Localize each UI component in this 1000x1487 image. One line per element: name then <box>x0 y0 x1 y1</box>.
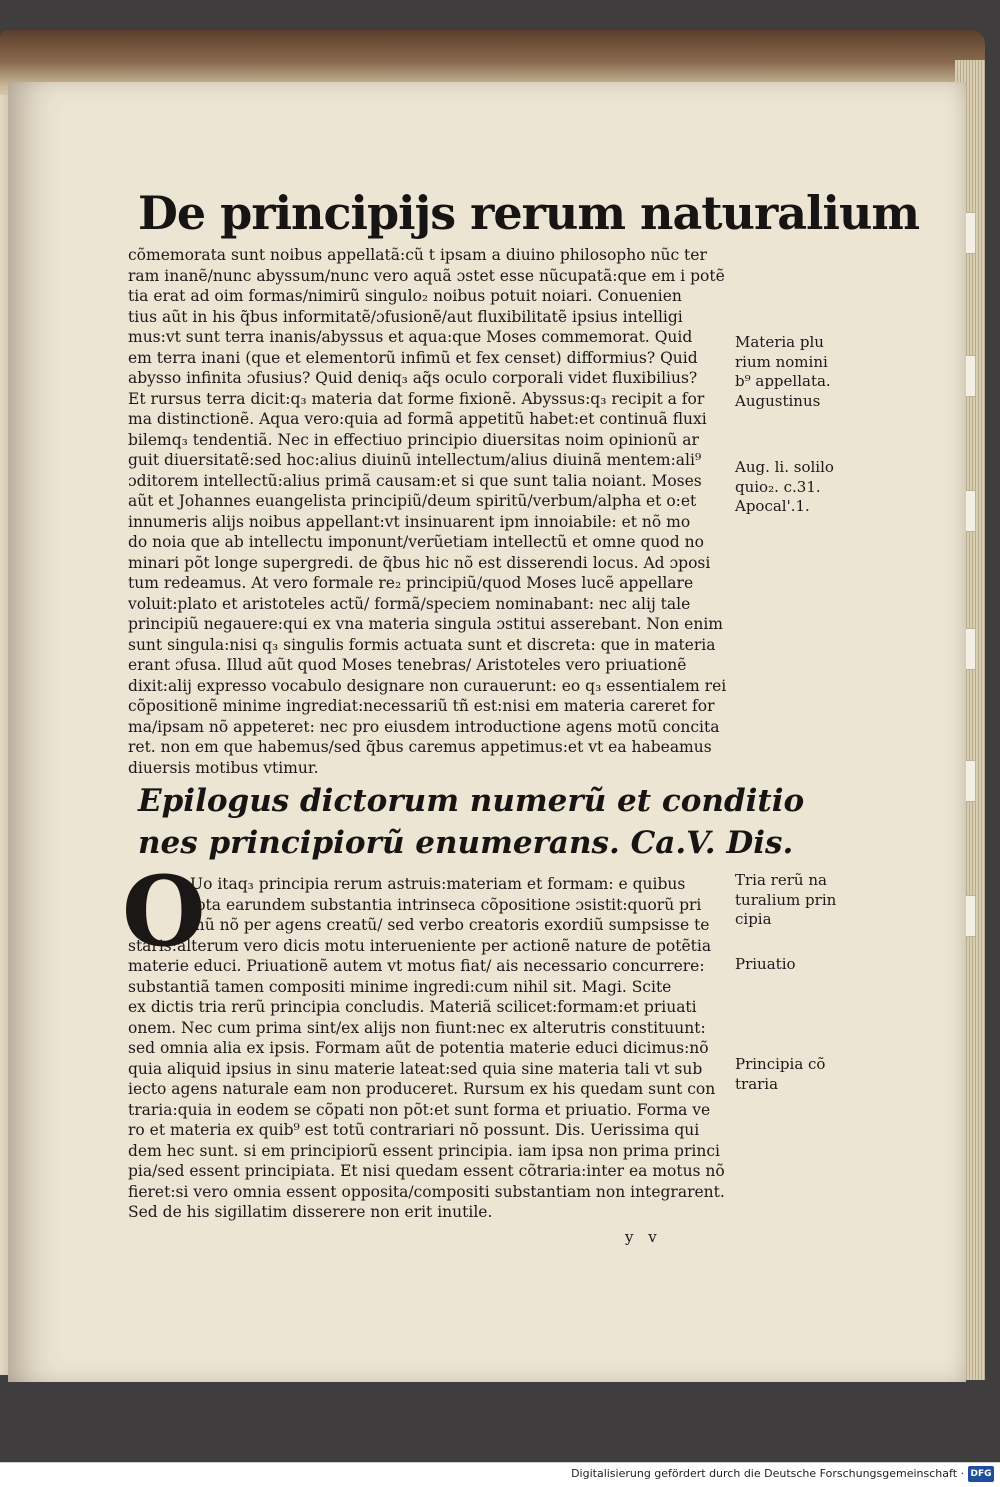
text-line: staris:alterum vero dicis motu interueniente per actionẽ nature de potẽtia <box>128 936 712 955</box>
text-line: bilemq₃ tendentiã. Nec in effectiuo principio diuersitas noim opinionũ ar <box>128 430 699 449</box>
text-line: ma distinctionẽ. Aqua vero:quia ad formã appetitũ habet:et continuã fluxi <box>128 410 707 428</box>
marginal-note-line: cipia <box>735 910 772 928</box>
marginal-note-line: Augustinus <box>735 391 821 410</box>
text-line: aũt et Johannes euangelista principiũ/deum spiritũ/verbum/alpha et o:et <box>128 492 697 510</box>
second-paragraph <box>128 874 730 1223</box>
text-line: sunt singula:nisi q₃ singulis formis actuata sunt et discreta: que in materia <box>128 635 716 654</box>
text-line: ro et materia ex quib⁹ est totũ contrariari nõ possunt. Dis. Uerissima qui <box>128 1121 700 1139</box>
text-line: innumeris alijs noibus appellant:vt insinuarent ipm innoiabile: et nõ mo <box>128 512 691 531</box>
text-line: pia/sed essent principiata. Et nisi quedam essent cõtraria:inter ea motus nõ <box>128 1162 725 1180</box>
text-line: tius aũt in his q̃bus informitatẽ/ɔfusionẽ/aut fluxibilitatẽ ipsius intelligi <box>128 307 683 326</box>
text-line: tia erat ad oim formas/nimirũ singulo₂ noibus potuit noiari. Conuenien <box>128 287 682 305</box>
text-line: quia aliquid ipsius in sinu materie lateat:sed quia sine materia tali vt sub <box>128 1059 703 1078</box>
dfg-logo: DFG <box>968 1466 994 1482</box>
text-line: materie educi. Priuationẽ autem vt motus fiat/ ais necessario concurrere: <box>128 957 705 975</box>
text-line: ɔditorem intellectũ:alius primã causam:et si que sunt talia noiant. Moses <box>128 471 702 490</box>
text-line: do noia que ab intellectu imponunt/verũetiam intellectũ et omne quod no <box>128 533 704 551</box>
text-line: cõmemorata sunt noibus appellatã:cũ t ipsam a diuino philosopho nũc ter <box>128 246 707 264</box>
text-line: dem hec sunt. si em principiorũ essent principia. iam ipsa non prima princi <box>128 1141 720 1160</box>
text-line: cõpositionẽ minime ingrediat:necessariũ tñ est:nisi em materia careret for <box>128 697 715 715</box>
text-line: Sed de his sigillatim disserere non erit inutile. <box>128 1203 493 1221</box>
text-line: substantiã tamen compositi minime ingredi:cum nihil sit. Magi. Scite <box>128 977 672 996</box>
text-line: ram inanẽ/nunc abyssum/nunc vero aquã ɔstet esse nũcupatã:que em i potẽ <box>128 266 725 285</box>
text-line: minari põt longe supergredi. de q̃bus hic nõ est disserendi locus. Ad ɔposi <box>128 553 711 572</box>
text-line: sed omnia alia ex ipsis. Formam aũt de potentia materie educi dicimus:nõ <box>128 1039 709 1057</box>
marginal-note-line: Aug. li. solilo <box>735 458 834 476</box>
chapter-heading-line: Epilogus dictorum numerũ et conditio <box>138 783 805 819</box>
signature-mark: y v <box>625 1228 662 1246</box>
text-line: diuersis motibus vtimur. <box>128 758 319 777</box>
text-line: mus:vt sunt terra inanis/abyssus et aqua:que Moses commemorat. Quid <box>128 328 693 346</box>
main-paragraph <box>128 245 730 778</box>
digitization-footer <box>0 1462 1000 1487</box>
running-heading: De principijs rerum naturalium <box>138 186 920 240</box>
marginal-note-line: quio₂. c.31. <box>735 477 821 496</box>
decorated-initial: O <box>122 855 206 968</box>
chapter-heading-line: nes principiorũ enumerans. Ca.V. Dis. <box>138 825 794 861</box>
text-line: ma/ipsam nõ appeteret: nec pro eiusdem introductione agens motũ concita <box>128 717 720 736</box>
text-line: traria:quia in eodem se cõpati non põt:et sunt forma et priuatio. Forma ve <box>128 1100 711 1119</box>
marginal-note <box>735 333 865 411</box>
marginal-note <box>735 955 865 975</box>
text-line: principiũ negauere:qui ex vna materia singula ɔstitui asserebant. Non enim <box>128 615 723 633</box>
text-line: mũ nõ per agens creatũ/ sed verbo creatoris exordiũ sumpsisse te <box>190 916 710 934</box>
text-line: Uo itaq₃ principia rerum astruis:materiam et formam: e quibus <box>190 875 686 893</box>
marginal-note-line: Priuatio <box>735 955 796 973</box>
text-line: em terra inani (que et elementorũ infimũ et fex censet) difformius? Quid <box>128 348 698 367</box>
funding-credit: Digitalisierung gefördert durch die Deutsche Forschungsgemeinschaft · <box>571 1467 964 1480</box>
text-line: abysso infinita ɔfusius? Quid deniq₃ aq̃s oculo corporali videt fluxibilius? <box>128 369 698 387</box>
marginal-note <box>735 458 865 517</box>
text-line: fieret:si vero omnia essent opposita/compositi substantiam non integrarent. <box>128 1182 725 1201</box>
text-line: voluit:plato et aristoteles actũ/ formã/speciem nominabant: nec alij tale <box>128 594 691 613</box>
marginal-note-line: Materia plu <box>735 333 824 351</box>
marginal-note-line: Principia cõ <box>735 1055 826 1073</box>
marginal-note-line: Apocal'.1. <box>735 497 810 515</box>
text-line: guit diuersitatẽ:sed hoc:alius diuinũ intellectum/alius diuinã mentem:ali⁹ <box>128 451 702 469</box>
marginal-note-line: turalium prin <box>735 890 837 909</box>
marginal-note-line: traria <box>735 1074 779 1093</box>
marginal-note-line: rium nomini <box>735 352 828 371</box>
marginal-note-line: Tria rerũ na <box>735 871 827 889</box>
marginal-note <box>735 871 865 930</box>
text-line: tum redeamus. At vero formale re₂ principiũ/quod Moses lucẽ appellare <box>128 574 694 592</box>
text-line: Et rursus terra dicit:q₃ materia dat forme fixionẽ. Abyssus:q₃ recipit a for <box>128 389 705 408</box>
text-line: ex dictis tria rerũ principia concludis. Materiã scilicet:formam:et priuati <box>128 998 697 1016</box>
marginal-note-line: b⁹ appellata. <box>735 372 831 390</box>
text-line: onem. Nec cum prima sint/ex alijs non fiunt:nec ex alterutris constituunt: <box>128 1018 706 1037</box>
text-line: tota earundem substantia intrinseca cõpositione ɔsistit:quorũ pri <box>190 895 702 914</box>
chapter-heading <box>138 780 805 864</box>
text-line: ret. non em que habemus/sed q̃bus caremus appetimus:et vt ea habeamus <box>128 738 712 756</box>
text-line: erant ɔfusa. Illud aũt quod Moses tenebras/ Aristoteles vero priuationẽ <box>128 656 687 674</box>
text-line: dixit:alij expresso vocabulo designare non curauerunt: eo q₃ essentialem rei <box>128 676 727 695</box>
text-line: iecto agens naturale eam non produceret. Rursum ex his quedam sunt con <box>128 1080 716 1098</box>
marginal-note <box>735 1055 865 1094</box>
